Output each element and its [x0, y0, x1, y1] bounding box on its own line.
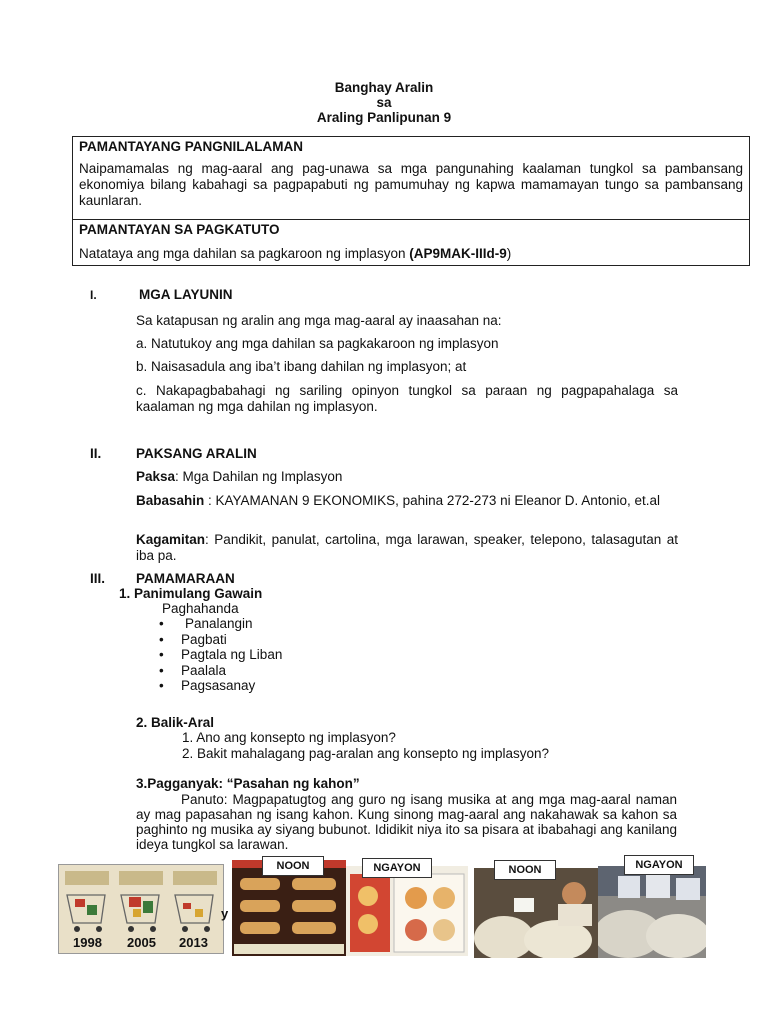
- section3-heading: PAMAMARAAN: [136, 571, 235, 586]
- competency-code: (AP9MAK-IIId-9: [409, 246, 507, 261]
- section1-heading: MGA LAYUNIN: [139, 287, 233, 302]
- shopping-carts-image: [58, 864, 224, 954]
- section2-heading: PAKSANG ARALIN: [136, 446, 257, 461]
- section3-numeral: III.: [90, 571, 106, 586]
- activity-instructions: Panuto: Magpapatugtog ang guro ng isang musika at ang mga mag-aaral naman ay mag papasahan ng isang kahon. Kung sinong mag-aaral ang nakahawak sa kahon sa paghinto ng musika ay siyang bubunot. Ididikit niya ito sa pisara at ibabahagi ang kanilang ideya tungkol sa larawan.: [136, 792, 677, 852]
- year-label: 2013: [179, 935, 208, 950]
- content-standard-text: Naipamamalas ng mag-aaral ang pag-unawa sa mga pangunahing kaalaman tungkol sa pambansang ekonomiya bilang kabahagi sa pagpapabuti ng pamumuhay ng kapwa mamamayan tungo sa pambansang kaunlaran.: [79, 161, 743, 208]
- performance-standard-text: Natataya ang mga dahilan sa pagkaroon ng implasyon (AP9MAK-IIId-9): [79, 246, 512, 261]
- objective-c: c. Nakapagbabahagi ng sariling opinyon tungkol sa paraan ng pagpapahalaga sa kaalaman ng mga dahilan ng implasyon.: [136, 383, 678, 414]
- content-standard-heading: PAMANTAYANG PANGNILALAMAN: [79, 139, 304, 154]
- doc-title-line3: Araling Panlipunan 9: [316, 110, 452, 125]
- list-item: • Paalala: [157, 663, 282, 679]
- objective-b: b. Naisasadula ang iba’t ibang dahilan ng implasyon; at: [136, 359, 467, 374]
- label-now: NGAYON: [624, 855, 694, 875]
- performance-standard-heading: PAMANTAYAN SA PAGKATUTO: [79, 222, 280, 237]
- review-question-1: 1. Ano ang konsepto ng implasyon?: [182, 730, 396, 745]
- list-item: • Pagsasanay: [157, 678, 282, 694]
- price-menu-icon: [346, 866, 468, 956]
- rice-sack-icon: [474, 868, 598, 958]
- sub1-heading: 1. Panimulang Gawain: [119, 586, 263, 601]
- sub3-heading: 3.Pagganyak: “Pasahan ng kahon”: [136, 776, 360, 791]
- standards-box: [72, 136, 750, 266]
- year-label: 1998: [73, 935, 102, 950]
- label-then: NOON: [262, 856, 324, 876]
- review-question-2: 2. Bakit mahalagang pag-aralan ang konsepto ng implasyon?: [182, 746, 549, 761]
- label-now: NGAYON: [362, 858, 432, 878]
- doc-title-line1: Banghay Aralin: [334, 80, 434, 95]
- rice-prices-image: [598, 866, 706, 958]
- list-item: • Pagtala ng Liban: [157, 647, 282, 663]
- rice-vendor-image: [474, 868, 598, 958]
- paksa-line: Paksa: Mga Dahilan ng Implasyon: [136, 469, 343, 484]
- section2-numeral: II.: [90, 446, 102, 461]
- section1-numeral: I.: [90, 288, 97, 302]
- objectives-intro: Sa katapusan ng aralin ang mga mag-aaral ay inaasahan na:: [136, 313, 502, 328]
- sub2-heading: 2. Balik-Aral: [136, 715, 215, 730]
- list-item: • Panalangin: [157, 616, 282, 632]
- preliminary-list: [157, 616, 282, 694]
- label-then: NOON: [494, 860, 556, 880]
- list-item: • Pagbati: [157, 632, 282, 648]
- kagamitan-line: Kagamitan: Pandikit, panulat, cartolina, mga larawan, speaker, telepono, talasagutan at iba pa.: [136, 532, 678, 563]
- rice-price-tag-icon: [598, 866, 706, 958]
- paghahanda-label: Paghahanda: [162, 601, 239, 616]
- year-label: 2005: [127, 935, 156, 950]
- babasahin-line: Babasahin : KAYAMANAN 9 EKONOMIKS, pahina 272-273 ni Eleanor D. Antonio, et.al: [136, 493, 661, 508]
- stray-letter: y: [221, 906, 229, 921]
- doc-title-line2: sa: [376, 95, 392, 110]
- new-menu-image: [346, 866, 468, 956]
- objective-a: a. Natutukoy ang mga dahilan sa pagkakaroon ng implasyon: [136, 336, 499, 351]
